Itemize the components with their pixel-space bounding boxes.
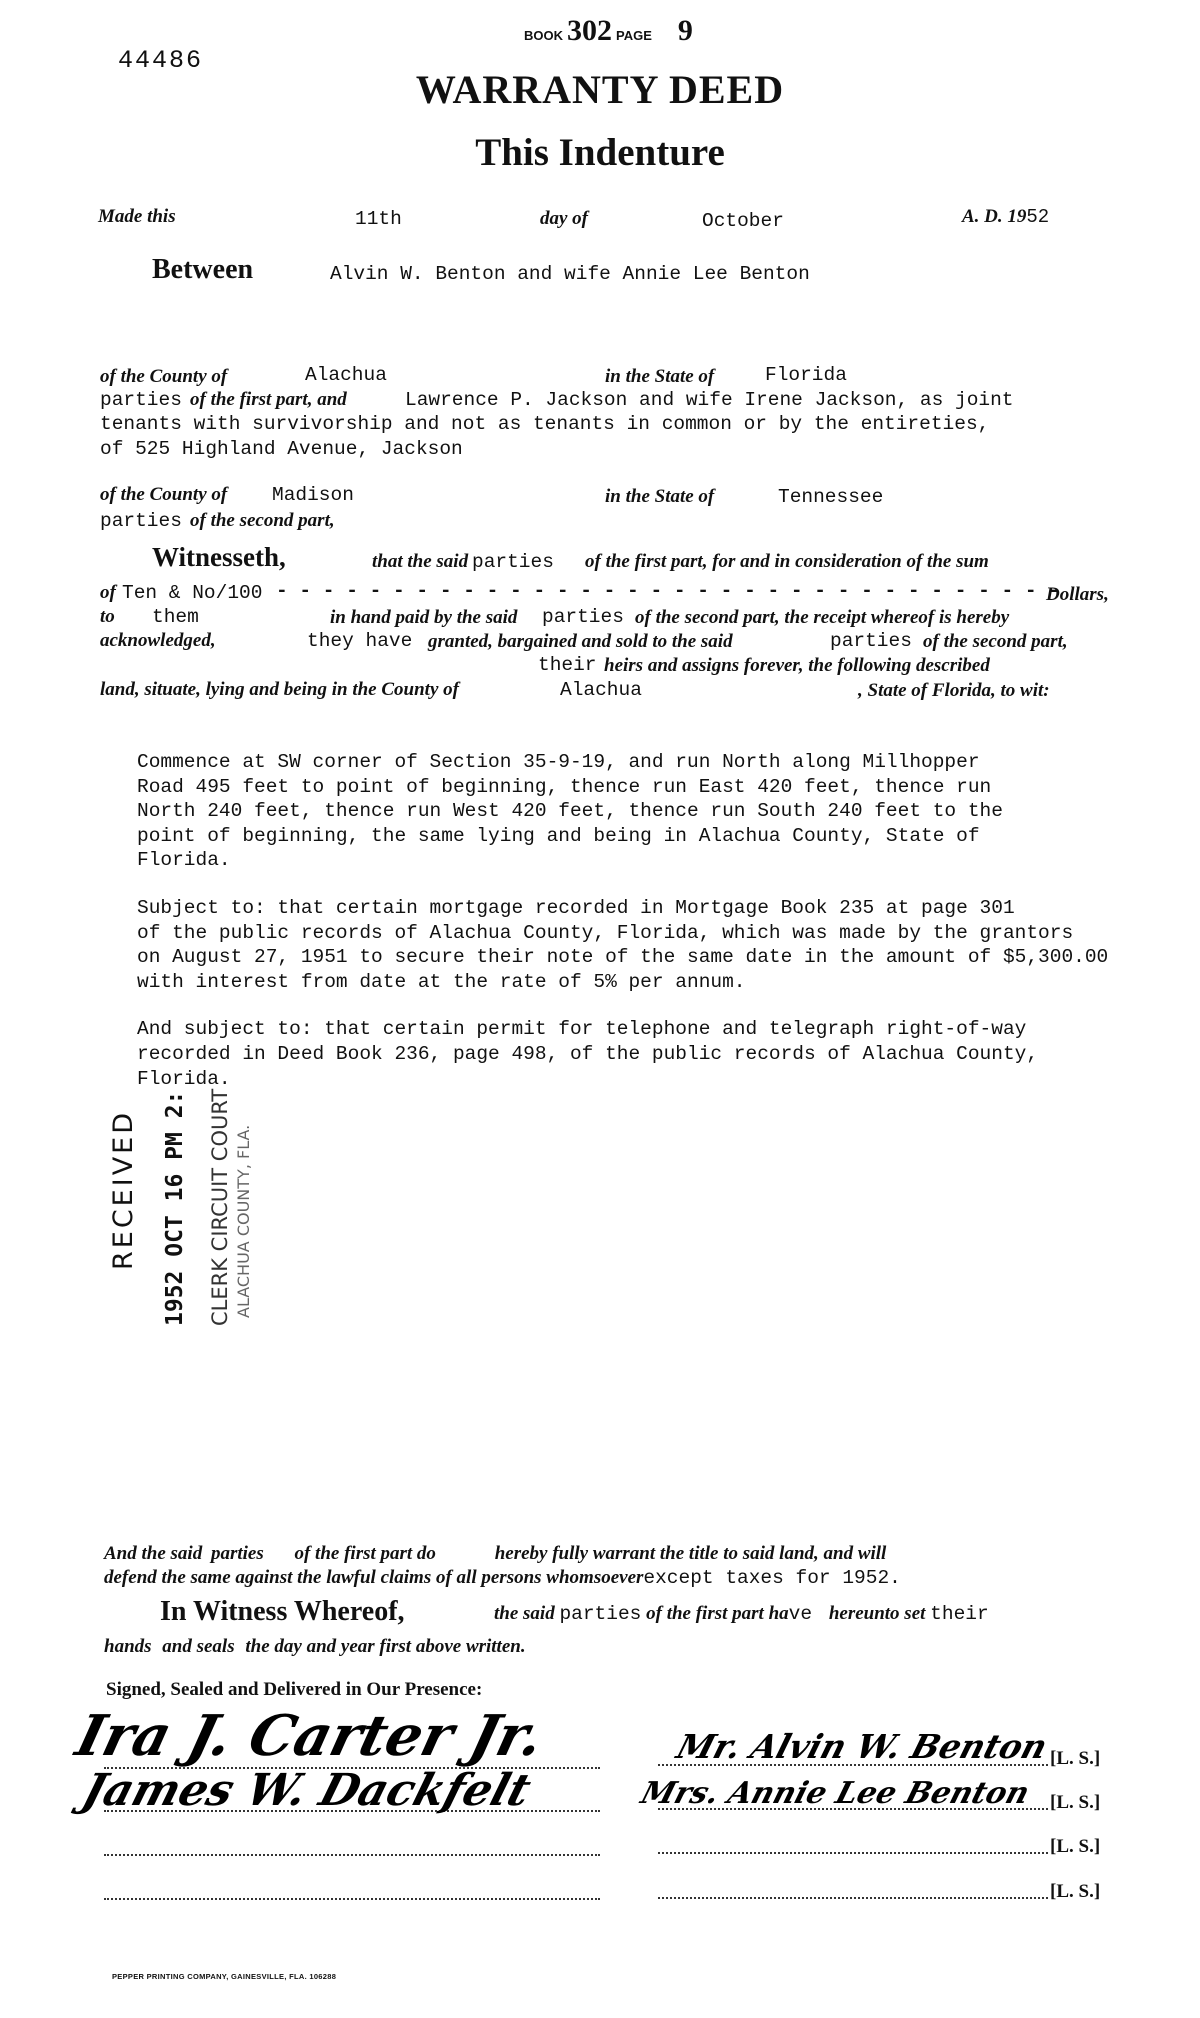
consideration-sum: Ten & No/100 (122, 582, 263, 604)
second-parties-word: parties (100, 510, 182, 532)
legal-description-paragraph-1: Commence at SW corner of Section 35-9-19, and run North along Millhopper Road 495 feet to point of beginning, thence run East 420 feet, thence run North 240 feet, thence run West 420 feet, thence run South 240 feet to the point of beginning, the same lying and being in Alachua County, State of Florida. (137, 751, 1003, 871)
witness-clause-line-2 (104, 1636, 526, 1658)
instrument-number: 44486 (118, 46, 204, 75)
witness-first-part: of the first part ha (646, 1603, 789, 1624)
warranty-line-1 (104, 1543, 886, 1565)
grantor-signature-1: Mr. Alvin W. Benton (672, 1727, 1052, 1766)
consideration-label: of the first part, for and in consideration of the sum (585, 551, 989, 572)
warranty-first-part-do: of the first part do (294, 1543, 436, 1564)
receipt-label: of the second part, the receipt whereof is hereby (635, 607, 1010, 628)
first-county-label: of the County of (100, 366, 228, 387)
page-label: PAGE (616, 28, 652, 43)
ad-label: A. D. 19 (962, 206, 1027, 227)
stamp-date: 1952 OCT 16 PM 2: (162, 1090, 188, 1326)
sum-dashes: - - - - - - - - - - - - - - - - - - - - - - - - - - - - - - - - - - (276, 580, 1061, 602)
printer-imprint: PEPPER PRINTING COMPANY, GAINESVILLE, FLA. 106288 (112, 1972, 337, 1981)
grantor-line-3 (658, 1852, 1048, 1854)
their-word: their (538, 654, 597, 676)
witness-said: the said (494, 1603, 555, 1624)
day-of-label: day of (540, 208, 589, 229)
land-label: land, situate, lying and being in the County of (100, 679, 459, 700)
to-label: to (100, 606, 115, 627)
received-stamp (108, 1088, 298, 1330)
permit-line-1: And subject to: that certain permit for telephone and telegraph right-of-way (137, 1018, 1027, 1040)
sum-of-label: of (100, 582, 116, 603)
deed-day: 11th (355, 208, 402, 230)
first-county: Alachua (305, 364, 387, 386)
second-part-grant-label: of the second part, (923, 631, 1068, 652)
witness-their: their (930, 1603, 989, 1625)
warranty-line-2 (104, 1567, 901, 1589)
witness-seals: seals (196, 1636, 235, 1657)
permit-line-2: recorded in Deed Book 236, page 498, of the public records of Alachua County, (137, 1043, 1039, 1065)
granted-label: granted, bargained and sold to the said (428, 631, 733, 652)
stamp-received: RECEIVED (108, 1109, 139, 1270)
warranty-defend: defend the same against the lawful claims of all persons whomsoever (104, 1567, 644, 1588)
made-this-label: Made this (98, 206, 176, 227)
witnesseth-that-label: that the said (372, 551, 469, 572)
first-state: Florida (765, 364, 847, 386)
between-label: Between (152, 254, 254, 285)
witness-hands: hands (104, 1636, 152, 1657)
grantor-line-4 (658, 1897, 1048, 1899)
witness-parties-word: parties (559, 1603, 642, 1625)
anno-domini-year (962, 206, 1049, 228)
stamp-clerk: CLERK CIRCUIT COURT (208, 1088, 232, 1326)
second-state: Tennessee (778, 486, 884, 508)
warranty-hereby: hereby fully warrant the title to said land, and will (494, 1543, 887, 1564)
witness-hereunto: hereunto set (828, 1603, 926, 1624)
document-subtitle: This Indenture (475, 131, 725, 174)
warranty-exception: except taxes for 1952. (643, 1567, 901, 1589)
state-of-florida-label: , State of Florida, to wit: (858, 680, 1050, 701)
first-part-label: of the first part, and (190, 389, 347, 410)
witness-ve: ve (788, 1603, 813, 1625)
dollars-label: Dollars, (1046, 584, 1109, 605)
year-suffix: 52 (1026, 206, 1050, 228)
granted-parties-word: parties (830, 630, 912, 652)
presence-label: Signed, Sealed and Delivered in Our Presence: (106, 1679, 483, 1700)
second-county-label: of the County of (100, 484, 228, 505)
book-page-reference (524, 14, 693, 48)
witness-line-4 (104, 1898, 600, 1900)
second-part-label: of the second part, (190, 510, 335, 531)
book-label: BOOK (524, 28, 563, 43)
stamp-county: ALACHUA COUNTY, FLA. (234, 1124, 253, 1318)
witness-day-and-year: the day and year first above written. (245, 1636, 526, 1657)
witness-signature-2: James W. Dackfelt (76, 1765, 537, 1816)
land-county: Alachua (560, 679, 642, 701)
acknowledged-label: acknowledged, (100, 630, 216, 651)
document-title: WARRANTY DEED (415, 67, 785, 112)
grantees-line-1: Lawrence P. Jackson and wife Irene Jackson, as joint (405, 389, 1014, 411)
witness-and: and (162, 1636, 192, 1657)
mortgage-paragraph: Subject to: that certain mortgage recorded in Mortgage Book 235 at page 301 of the public records of Alachua County, Florida, which was made by the grantors on August 27, 1951 to secure their note of the same date in the amount of $5,300.00 with interest from date at the rate of 5% per annum. (137, 897, 1109, 993)
ls-mark-2: [L. S.] (1050, 1792, 1101, 1813)
first-state-label: in the State of (605, 366, 715, 387)
witness-clause-line-1 (494, 1603, 989, 1625)
first-parties-word: parties (100, 389, 182, 411)
grantees-line-2: tenants with survivorship and not as tenants in common or by the entireties, (100, 413, 990, 435)
heirs-label: heirs and assigns forever, the following described (604, 655, 990, 676)
witness-line-3 (104, 1854, 600, 1856)
warranty-intro: And the said (104, 1543, 203, 1564)
second-county: Madison (272, 484, 354, 506)
grantors-names: Alvin W. Benton and wife Annie Lee Benton (330, 263, 810, 285)
permit-line-3: Florida. (137, 1068, 231, 1090)
page-number: 9 (677, 14, 693, 47)
second-state-label: in the State of (605, 486, 715, 507)
grantor-signature-2: Mrs. Annie Lee Benton (636, 1776, 1034, 1811)
they-have: they have (307, 630, 413, 652)
paid-parties-word: parties (542, 606, 624, 628)
ls-mark-3: [L. S.] (1050, 1836, 1101, 1857)
to-them: them (152, 606, 199, 628)
ls-mark-4: [L. S.] (1050, 1881, 1101, 1902)
book-number: 302 (567, 14, 612, 47)
deed-month: October (702, 210, 784, 232)
witnesseth-label: Witnesseth, (152, 542, 286, 572)
witness-signature-1: Ira J. Carter Jr. (69, 1703, 551, 1769)
witnesseth-parties-word: parties (472, 551, 554, 573)
warranty-parties-word: parties (210, 1543, 264, 1564)
ls-mark-1: [L. S.] (1050, 1748, 1101, 1769)
paid-label: in hand paid by the said (330, 607, 518, 628)
in-witness-whereof-label: In Witness Whereof, (160, 1596, 405, 1627)
grantees-line-3: of 525 Highland Avenue, Jackson (100, 438, 463, 460)
